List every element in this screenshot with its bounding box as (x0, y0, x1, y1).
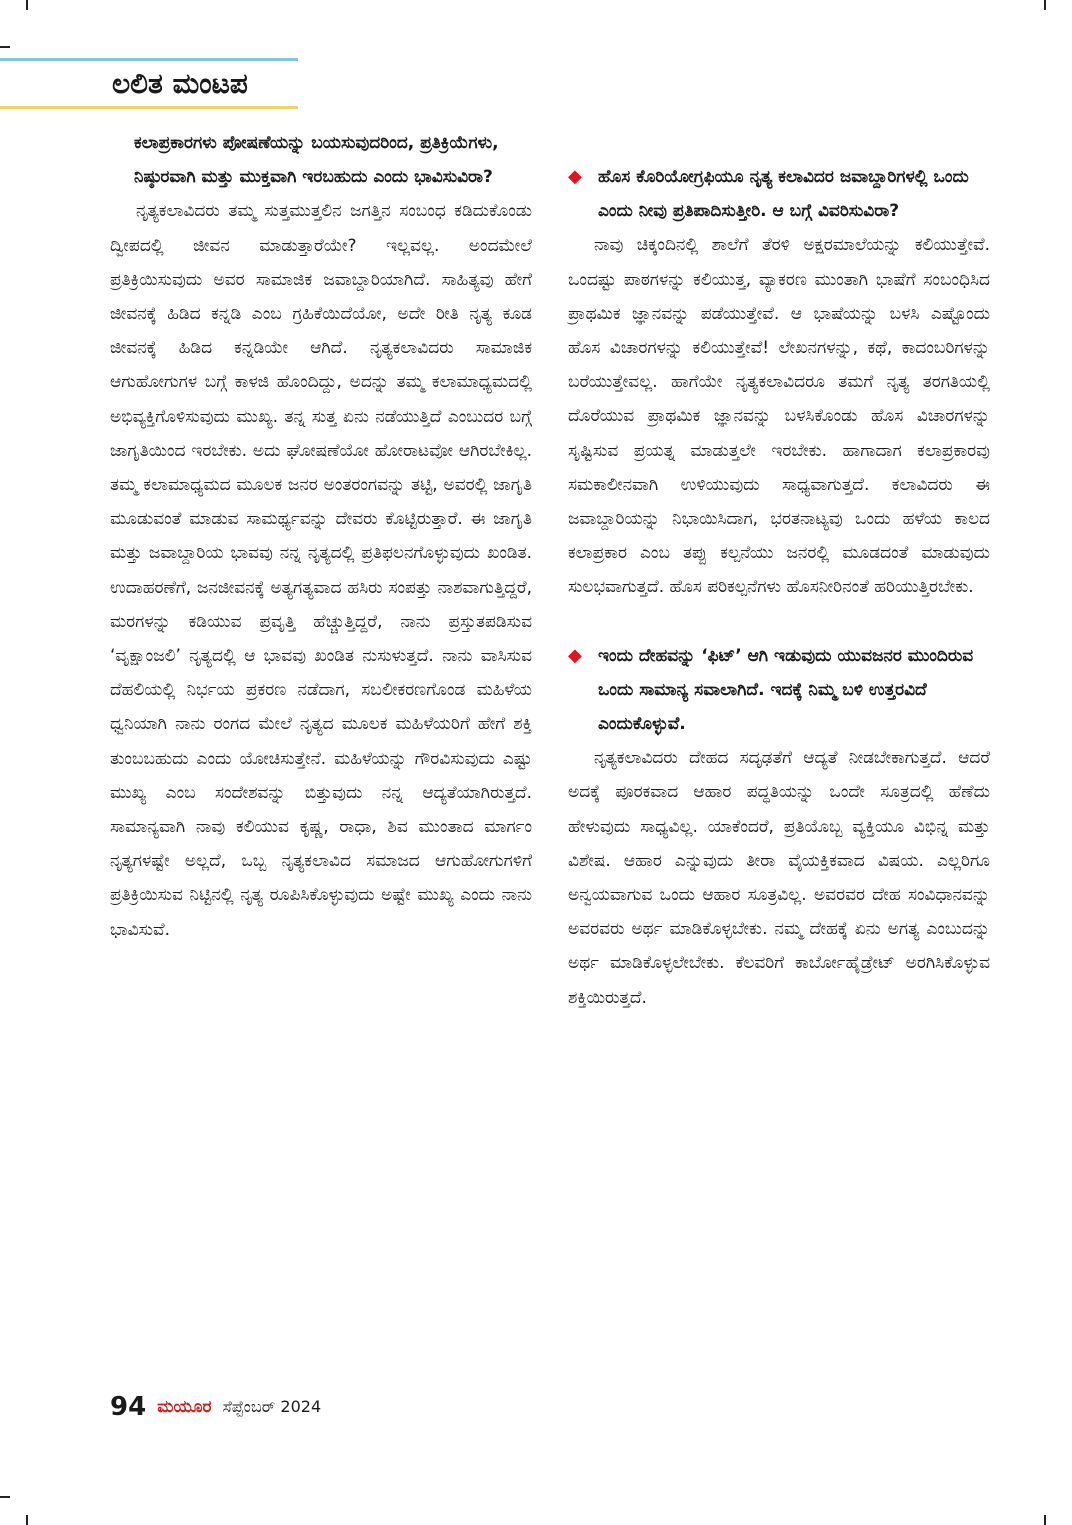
interview-answer: ನಾವು ಚಿಕ್ಕಂದಿನಲ್ಲಿ ಶಾಲೆಗೆ ತೆರಳಿ ಅಕ್ಷರಮಾಲೆಯನ್ನು ಕಲಿಯುತ್ತೇವೆ. ಒಂದಷ್ಟು ಪಾಠಗಳನ್ನು ಕಲಿಯುತ್ತ, ವ್ಯಾಕರಣ ಮುಂತಾಗಿ ಭಾಷೆಗೆ ಸಂಬಂಧಿಸಿದ ಪ್ರಾಥಮಿಕ ಜ್ಞಾನವನ್ನು ಪಡೆಯುತ್ತೇವೆ. ಆ ಭಾಷೆಯನ್ನು ಬಳಸಿ ಎಷ್ಟೊಂದು ಹೊಸ ವಿಚಾರಗಳನ್ನು ಕಲಿಯುತ್ತೇವೆ! ಲೇಖನಗಳನ್ನು, ಕಥೆ, ಕಾದಂಬರಿಗಳನ್ನು ಬರೆಯುತ್ತೇವಲ್ಲ. ಹಾಗೆಯೇ ನೃತ್ಯಕಲಾವಿದರೂ ತಮಗೆ ನೃತ್ಯ ತರಗತಿಯಲ್ಲಿ ದೊರೆಯುವ ಪ್ರಾಥಮಿಕ ಜ್ಞಾನವನ್ನು ಬಳಸಿಕೊಂಡು ಹೊಸ ವಿಚಾರಗಳನ್ನು ಸೃಷ್ಟಿಸುವ ಪ್ರಯತ್ನ ಮಾಡುತ್ತಲೇ ಇರಬೇಕು. ಹಾಗಾದಾಗ ಕಲಾಪ್ರಕಾರವು ಸಮಕಾಲೀನವಾಗಿ ಉಳಿಯುವುದು ಸಾಧ್ಯವಾಗುತ್ತದೆ. ಕಲಾವಿದರು ಈ ಜವಾಬ್ದಾರಿಯನ್ನು ನಿಭಾಯಿಸಿದಾಗ, ಭರತನಾಟ್ಯವು ಒಂದು ಹಳೆಯ ಕಾಲದ ಕಲಾಪ್ರಕಾರ ಎಂಬ ತಪ್ಪು ಕಲ್ಪನೆಯು ಜನರಲ್ಲಿ ಮೂಡದಂತೆ ಮಾಡುವುದು ಸುಲಭವಾಗುತ್ತದೆ. ಹೊಸ ಪರಿಕಲ್ಪನೆಗಳು ಹೊಸನೀರಿನಂತೆ ಹರಿಯುತ್ತಿರಬೇಕು. (568, 235, 990, 598)
diamond-bullet-icon: ◆ (568, 644, 582, 666)
left-column (110, 126, 532, 947)
crop-mark (1044, 0, 1046, 10)
issue-date: ಸೆಪ್ಟೆಂಬರ್ 2024 (222, 1397, 322, 1416)
crop-mark (0, 1496, 10, 1498)
header-bottom-rule (0, 106, 298, 109)
right-column (568, 160, 990, 1015)
interview-question: ಕಲಾಪ್ರಕಾರಗಳು ಪೋಷಣೆಯನ್ನು ಬಯಸುವುದರಿಂದ, ಪ್ರತಿಕ್ರಿಯೆಗಳು, ನಿಷ್ಠುರವಾಗಿ ಮತ್ತು ಮುಕ್ತವಾಗಿ ಇರಬಹುದು ಎಂದು ಭಾವಿಸುವಿರಾ? (134, 133, 499, 188)
crop-mark (0, 46, 10, 48)
section-title: ಲಲಿತ ಮಂಟಪ (112, 67, 248, 100)
page-footer (110, 1392, 321, 1428)
interview-answer: ನೃತ್ಯಕಲಾವಿದರು ತಮ್ಮ ಸುತ್ತಮುತ್ತಲಿನ ಜಗತ್ತಿನ ಸಂಬಂಧ ಕಡಿದುಕೊಂಡು ದ್ವೀಪದಲ್ಲಿ ಜೀವನ ಮಾಡುತ್ತಾರೆಯೇ? ಇಲ್ಲವಲ್ಲ. ಅಂದಮೇಲೆ ಪ್ರತಿಕ್ರಿಯಿಸುವುದು ಅವರ ಸಾಮಾಜಿಕ ಜವಾಬ್ದಾರಿಯಾಗಿದೆ. ಸಾಹಿತ್ಯವು ಹೇಗೆ ಜೀವನಕ್ಕೆ ಹಿಡಿದ ಕನ್ನಡಿ ಎಂಬ ಗ್ರಹಿಕೆಯಿದೆಯೋ, ಅದೇ ರೀತಿ ನೃತ್ಯ ಕೂಡ ಜೀವನಕ್ಕೆ ಹಿಡಿದ ಕನ್ನಡಿಯೇ ಆಗಿದೆ. ನೃತ್ಯಕಲಾವಿದರು ಸಾಮಾಜಿಕ ಆಗುಹೋಗುಗಳ ಬಗ್ಗೆ ಕಾಳಜಿ ಹೊಂದಿದ್ದು, ಅದನ್ನು ತಮ್ಮ ಕಲಾಮಾಧ್ಯಮದಲ್ಲಿ ಅಭಿವ್ಯಕ್ತಿಗೊಳಿಸುವುದು ಮುಖ್ಯ. ತನ್ನ ಸುತ್ತ ಏನು ನಡೆಯುತ್ತಿದೆ ಎಂಬುದರ ಬಗ್ಗೆ ಜಾಗೃತಿಯಿಂದ ಇರಬೇಕು. ಅದು ಘೋಷಣೆಯೋ ಹೋರಾಟವೋ ಆಗಿರಬೇಕಿಲ್ಲ. ತಮ್ಮ ಕಲಾಮಾಧ್ಯಮದ ಮೂಲಕ ಜನರ ಅಂತರಂಗವನ್ನು ತಟ್ಟಿ, ಅವರಲ್ಲಿ ಜಾಗೃತಿ ಮೂಡುವಂತೆ ಮಾಡುವ ಸಾಮರ್ಥ್ಯವನ್ನು ದೇವರು ಕೊಟ್ಟಿರುತ್ತಾರೆ. ಈ ಜಾಗೃತಿ ಮತ್ತು ಜವಾಬ್ದಾರಿಯ ಭಾವವು ನನ್ನ ನೃತ್ಯದಲ್ಲಿ ಪ್ರತಿಫಲನಗೊಳ್ಳುವುದು ಖಂಡಿತ. ಉದಾಹರಣೆಗೆ, ಜನಜೀವನಕ್ಕೆ ಅತ್ಯಗತ್ಯವಾದ ಹಸಿರು ಸಂಪತ್ತು ನಾಶವಾಗುತ್ತಿದ್ದರೆ, ಮರಗಳನ್ನು ಕಡಿಯುವ ಪ್ರವೃತ್ತಿ ಹೆಚ್ಚುತ್ತಿದ್ದರೆ, ನಾನು ಪ್ರಸ್ತುತಪಡಿಸುವ ‘ವೃಕ್ಷಾಂಜಲಿ’ ನೃತ್ಯದಲ್ಲಿ ಆ ಭಾವವು ಖಂಡಿತ ನುಸುಳುತ್ತದೆ. ನಾನು ವಾಸಿಸುವ ದೆಹಲಿಯಲ್ಲಿ ನಿರ್ಭಯ ಪ್ರಕರಣ ನಡೆದಾಗ, ಸಬಲೀಕರಣಗೊಂಡ ಮಹಿಳೆಯ ಧ್ವನಿಯಾಗಿ ನಾನು ರಂಗದ ಮೇಲೆ ನೃತ್ಯದ ಮೂಲಕ ಮಹಿಳೆಯರಿಗೆ ಹೇಗೆ ಶಕ್ತಿ ತುಂಬಬಹುದು ಎಂದು ಯೋಚಿಸುತ್ತೇನೆ. ಮಹಿಳೆಯನ್ನು ಗೌರವಿಸುವುದು ಎಷ್ಟು ಮುಖ್ಯ ಎಂಬ ಸಂದೇಶವನ್ನು ಬಿತ್ತುವುದು ನನ್ನ ಆದ್ಯತೆಯಾಗಿರುತ್ತದೆ. ಸಾಮಾನ್ಯವಾಗಿ ನಾವು ಕಲಿಯುವ ಕೃಷ್ಣ, ರಾಧಾ, ಶಿವ ಮುಂತಾದ ಮಾರ್ಗಂ ನೃತ್ಯಗಳಷ್ಟೇ ಅಲ್ಲದೆ, ಒಬ್ಬ ನೃತ್ಯಕಲಾವಿದ ಸಮಾಜದ ಆಗುಹೋಗುಗಳಿಗೆ ಪ್ರತಿಕ್ರಿಯಿಸುವ ನಿಟ್ಟಿನಲ್ಲಿ ನೃತ್ಯ ರೂಪಿಸಿಕೊಳ್ಳುವುದು ಅಷ್ಟೇ ಮುಖ್ಯ ಎಂದು ನಾನು ಭಾವಿಸುವೆ. (110, 201, 532, 940)
crop-mark (26, 1515, 28, 1525)
qa-block (568, 639, 990, 1015)
block-spacer (568, 605, 990, 639)
interview-question: ಹೊಸ ಕೊರಿಯೋಗ್ರಫಿಯೂ ನೃತ್ಯ ಕಲಾವಿದರ ಜವಾಬ್ದಾರಿಗಳಲ್ಲಿ ಒಂದು ಎಂದು ನೀವು ಪ್ರತಿಪಾದಿಸುತ್ತೀರಿ. ಆ ಬಗ್ಗೆ ವಿವರಿಸುವಿರಾ? (598, 167, 969, 222)
diamond-bullet-icon: ◆ (568, 166, 582, 187)
interview-answer: ನೃತ್ಯಕಲಾವಿದರು ದೇಹದ ಸದೃಢತೆಗೆ ಆದ್ಯತೆ ನೀಡಬೇಕಾಗುತ್ತದೆ. ಆದರೆ ಅದಕ್ಕೆ ಪೂರಕವಾದ ಆಹಾರ ಪದ್ಧತಿಯನ್ನು ಒಂದೇ ಸೂತ್ರದಲ್ಲಿ ಹೆಣೆದು ಹೇಳುವುದು ಸಾಧ್ಯವಿಲ್ಲ. ಯಾಕೆಂದರೆ, ಪ್ರತಿಯೊಬ್ಬ ವ್ಯಕ್ತಿಯೂ ವಿಭಿನ್ನ ಮತ್ತು ವಿಶೇಷ. ಆಹಾರ ಎನ್ನುವುದು ತೀರಾ ವೈಯಕ್ತಿಕವಾದ ವಿಷಯ. ಎಲ್ಲರಿಗೂ ಅನ್ವಯವಾಗುವ ಒಂದು ಆಹಾರ ಸೂತ್ರವಿಲ್ಲ. ಅವರವರ ದೇಹ ಸಂವಿಧಾನವನ್ನು ಅವರವರು ಅರ್ಥ ಮಾಡಿಕೊಳ್ಳಬೇಕು. ನಮ್ಮ ದೇಹಕ್ಕೆ ಏನು ಅಗತ್ಯ ಎಂಬುದನ್ನು ಅರ್ಥ ಮಾಡಿಕೊಳ್ಳಲೇಬೇಕು. ಕೆಲವರಿಗೆ ಕಾರ್ಬೋಹೈಡ್ರೇಟ್ ಅರಗಿಸಿಕೊಳ್ಳುವ ಶಕ್ತಿಯಿರುತ್ತದೆ. (568, 748, 990, 1008)
interview-question: ಇಂದು ದೇಹವನ್ನು ‘ಫಿಟ್’ ಆಗಿ ಇಡುವುದು ಯುವಜನರ ಮುಂದಿರುವ ಒಂದು ಸಾಮಾನ್ಯ ಸವಾಲಾಗಿದೆ. ಇದಕ್ಕೆ ನಿಮ್ಮ ಬಳಿ ಉತ್ತರವಿದೆ ಎಂದುಕೊಳ್ಳುವೆ. (598, 645, 974, 735)
section-header (0, 58, 298, 110)
crop-mark (26, 0, 28, 10)
page-number: 94 (110, 1392, 147, 1422)
qa-block (568, 160, 990, 605)
header-top-rule (0, 58, 298, 61)
magazine-logo: ಮಯೂರ (157, 1397, 212, 1417)
crop-mark (1044, 1515, 1046, 1525)
